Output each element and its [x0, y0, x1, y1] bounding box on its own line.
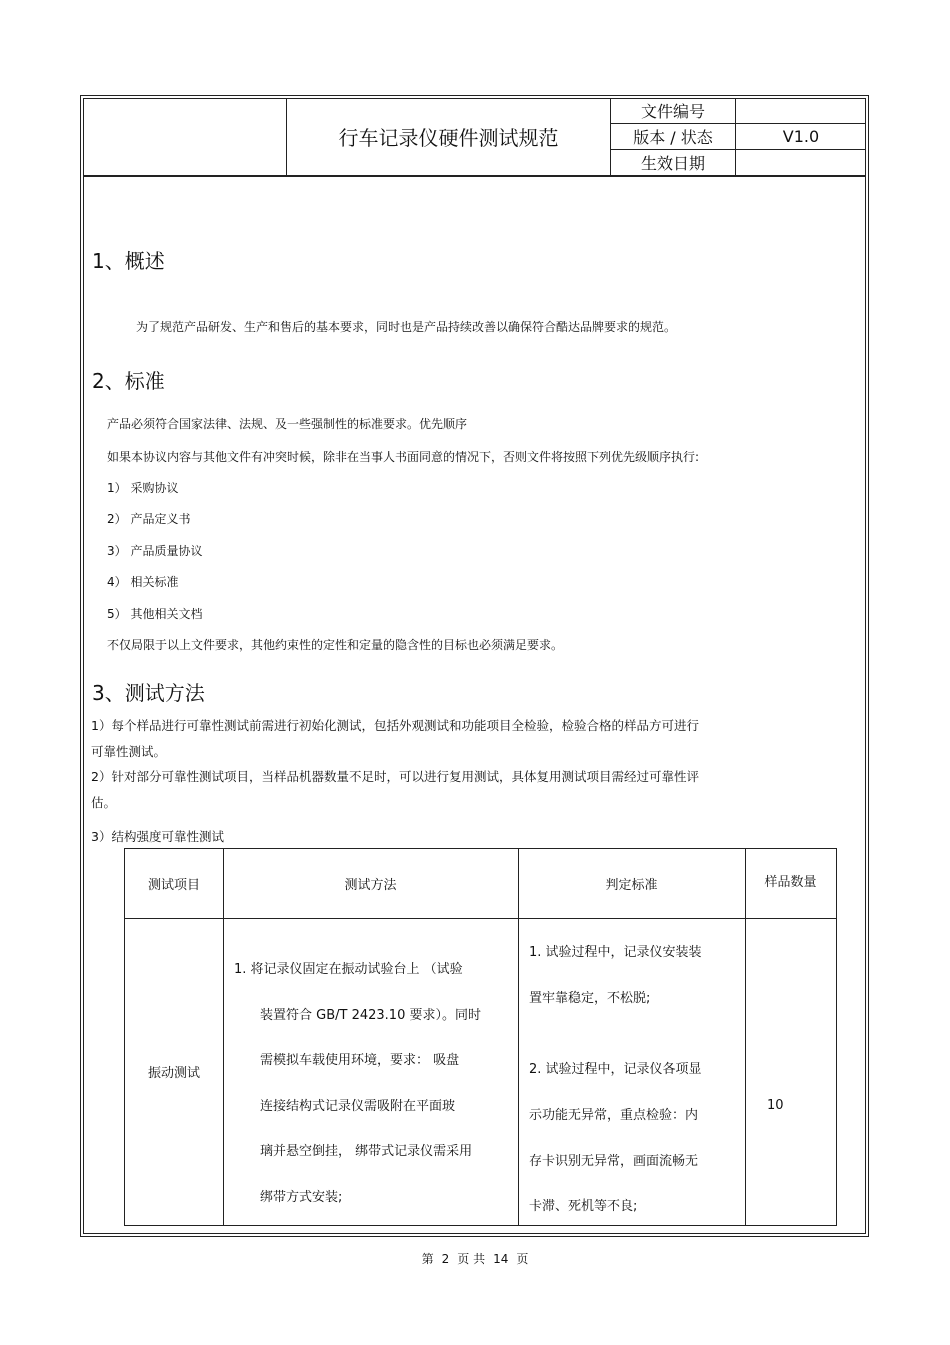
criteria-line: 存卡识别无异常，画面流畅无	[529, 1154, 699, 1169]
header-divider	[83, 176, 866, 177]
section-3-point-1-line-1: 1）每个样品进行可靠性测试前需进行初始化测试，包括外观测试和功能项目全检验，检验合格的样品方可进行	[91, 718, 699, 733]
table-row-test-item: 振动测试	[147, 1066, 200, 1081]
section-2-text-1: 产品必须符合国家法律、法规、及一些强制性的标准要求。优先顺序	[107, 417, 468, 431]
table-row-test-method	[223, 918, 518, 1225]
table-row-criteria	[518, 918, 745, 1225]
section-3-point-1-line-2: 可靠性测试。	[91, 744, 167, 759]
criteria-line: 2. 试验过程中，记录仪各项显	[529, 1062, 702, 1077]
section-3-point-3: 3）结构强度可靠性测试	[91, 829, 224, 844]
document-title: 行车记录仪硬件测试规范	[287, 98, 611, 176]
criteria-line: 置牢靠稳定，不松脱;	[529, 991, 651, 1006]
total-page-count: 14	[493, 1252, 509, 1266]
table-header-test-method: 测试方法	[344, 878, 397, 893]
section-2-text-3: 不仅局限于以上文件要求，其他约束性的定性和定量的隐含性的目标也必须满足要求。	[107, 638, 564, 652]
section-1-title: 1、概述	[92, 249, 165, 273]
criteria-line: 1. 试验过程中，记录仪安装装	[529, 945, 702, 960]
footer-prefix: 第	[421, 1252, 434, 1266]
effective-date-value	[736, 150, 866, 176]
effective-date-label: 生效日期	[611, 150, 736, 176]
section-3-title: 3、测试方法	[92, 681, 205, 705]
priority-item: 2） 产品定义书	[107, 512, 191, 526]
criteria-line: 示功能无异常，重点检验：内	[529, 1108, 699, 1123]
doc-number-label: 文件编号	[611, 98, 736, 124]
document-header	[83, 98, 866, 176]
section-3-point-2-line-2: 估。	[91, 795, 117, 810]
method-line: 连接结构式记录仪需吸附在平面玻	[260, 1099, 456, 1114]
section-3-point-2-line-1: 2）针对部分可靠性测试项目，当样品机器数量不足时，可以进行复用测试，具体复用测试项目需经过可靠性评	[91, 769, 699, 784]
method-line: 1. 将记录仪固定在振动试验台上 （试验	[234, 962, 463, 977]
priority-item: 5） 其他相关文档	[107, 607, 203, 621]
structural-reliability-table	[124, 848, 837, 1226]
priority-item: 3） 产品质量协议	[107, 544, 203, 558]
method-line: 绑带方式安装;	[260, 1190, 343, 1205]
footer-mid: 页 共	[457, 1252, 486, 1266]
version-value: V1.0	[736, 124, 866, 150]
table-header-sample-qty: 样品数量	[764, 874, 817, 890]
logo-cell	[83, 98, 287, 176]
page-footer	[0, 1250, 950, 1267]
criteria-line: 卡滞、死机等不良;	[529, 1199, 638, 1214]
section-2-text-2: 如果本协议内容与其他文件有冲突时候，除非在当事人书面同意的情况下，否则文件将按照下列优先级顺序执行:	[107, 450, 700, 464]
footer-suffix: 页	[516, 1252, 529, 1266]
table-row-sample-qty: 10	[767, 1098, 784, 1113]
version-label: 版本 / 状态	[611, 124, 736, 150]
doc-number-value	[736, 98, 866, 124]
priority-item: 1） 采购协议	[107, 481, 179, 495]
section-1-text: 为了规范产品研发、生产和售后的基本要求，同时也是产品持续改善以确保符合酷达品牌要求的规范。	[136, 320, 677, 334]
method-line: 装置符合 GB/T 2423.10 要求）。同时	[260, 1008, 481, 1023]
table-header-criteria: 判定标准	[605, 878, 658, 893]
method-line: 璃并悬空倒挂， 绑带式记录仪需采用	[260, 1144, 473, 1159]
method-line: 需模拟车载使用环境，要求： 吸盘	[260, 1053, 460, 1068]
section-2-title: 2、标准	[92, 369, 165, 393]
priority-item: 4） 相关标准	[107, 575, 179, 589]
current-page-number: 2	[441, 1252, 450, 1266]
table-header-test-item: 测试项目	[147, 878, 200, 893]
